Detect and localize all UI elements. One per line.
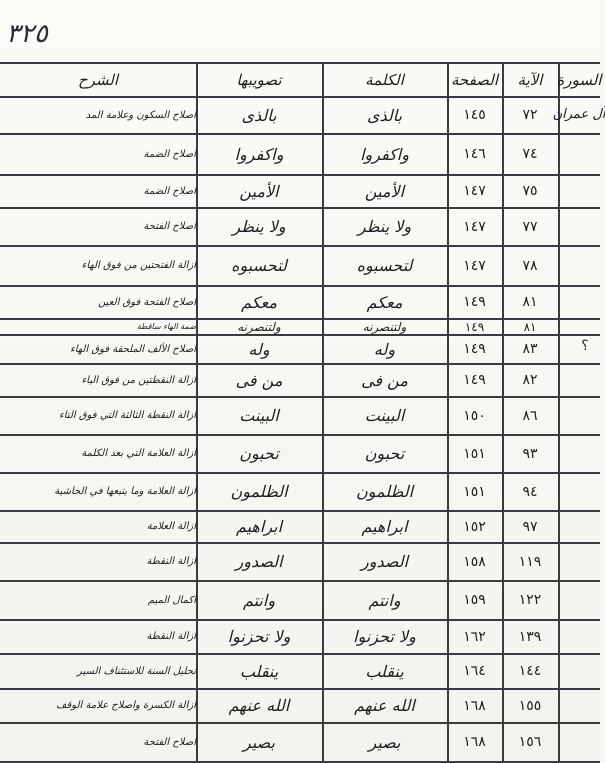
table-cell-note: ازالة النقطتين من فوق الياء — [81, 374, 196, 386]
table-cell-aya: ٩٧ — [522, 518, 538, 535]
table-cell-word: ولا ينظر — [357, 217, 412, 236]
table-cell-word: وله — [373, 339, 396, 359]
table-cell-note: اصلاح الضمة — [143, 185, 196, 197]
table-cell-word: ينقلب — [365, 661, 404, 681]
table-cell-page: ١٤٦ — [463, 146, 486, 162]
table-cell-note: اصلاح السكون وعلامة المد — [85, 109, 196, 121]
table-cell-correction: وانتم — [242, 590, 276, 610]
table-cell-note: ازالة النقطة — [146, 631, 196, 642]
table-cell-correction: وله — [248, 339, 270, 359]
table-cell-word: بصير — [368, 732, 401, 752]
header-page: الصفحة — [450, 71, 499, 89]
header-word: الكلمة — [365, 71, 404, 89]
table-cell-correction: بصير — [243, 732, 275, 752]
header-aya: الآية — [517, 71, 543, 89]
table-cell-correction: معكم — [241, 292, 277, 312]
table-cell-page: ١٥٨ — [463, 553, 486, 570]
table-cell-aya: ٧٨ — [522, 257, 538, 274]
table-cell-note: اصلاح الضمة — [143, 148, 196, 160]
table-cell-aya: ٩٣ — [522, 445, 538, 462]
table-cell-aya: ١٥٦ — [518, 734, 542, 750]
table-cell-page: ١٦٤ — [463, 663, 486, 679]
table-cell-correction: البينت — [239, 406, 279, 425]
table-cell-aya: ١٢٢ — [518, 592, 542, 608]
table-cell-page: ١٥٩ — [463, 592, 486, 608]
table-cell-correction: من فى — [235, 370, 283, 390]
table-cell-page: ١٥١ — [463, 445, 486, 462]
page-number-mark: ٣٢٥ — [6, 19, 48, 49]
table-cell-aya: ١٣٩ — [518, 628, 542, 645]
table-cell-correction: الصدور — [235, 552, 283, 571]
table-cell-note: اصلاح الفتحة فوق العين — [98, 296, 196, 308]
table-cell-note: ضمة الهاء ساقطة — [136, 322, 196, 331]
table-cell-correction: تحبون — [239, 444, 279, 463]
table-cell-correction: ولا ينظر — [232, 217, 286, 236]
table-cell-aya: ١١٩ — [518, 553, 542, 570]
table-cell-aya: ٨٢ — [522, 372, 538, 388]
table-cell-note: اكمال الميم — [147, 594, 196, 606]
table-cell-word: معكم — [366, 292, 403, 312]
table-cell-aya: ٨٣ — [522, 341, 538, 357]
table-cell-note: ازالة الكسرة واصلاح علامة الوقف — [56, 700, 196, 711]
table-cell-page: ١٤٩ — [464, 319, 485, 334]
table-cell-word: الصدور — [360, 552, 409, 571]
column-rule — [558, 62, 560, 761]
table-cell-note: ازالة العلامة وما يتبعها في الحاشية — [54, 486, 196, 497]
table-cell-aya: ١٤٤ — [518, 663, 542, 679]
header-sura: السورة — [556, 71, 602, 89]
table-cell-correction: لتحسبوه — [231, 256, 287, 275]
table-cell-page: ١٥٢ — [463, 518, 486, 535]
table-cell-correction: الأمين — [239, 181, 279, 201]
table-cell-word: ولا تحزنوا — [353, 627, 416, 646]
table-cell-page: ١٥٠ — [463, 407, 486, 424]
table-cell-word: بالذى — [366, 105, 403, 125]
table-cell-correction: واكفروا — [234, 144, 284, 164]
table-cell-word: تحبون — [364, 444, 405, 463]
table-cell-word: الأمين — [364, 181, 405, 201]
table-cell-aya: ٧٧ — [522, 218, 538, 235]
table-cell-correction: الظلمون — [230, 482, 288, 501]
table-cell-word: ولتنصرنه — [362, 319, 407, 334]
table-cell-correction: ينقلب — [239, 661, 279, 681]
table-cell-note: ازالة العلامة — [146, 521, 196, 532]
table-cell-word: من فى — [361, 370, 408, 390]
table-cell-note: ازالة الفتحتين من فوق الهاء — [81, 260, 196, 271]
table-cell-page: ١٤٩ — [463, 294, 486, 310]
table-cell-aya: ٧٤ — [522, 146, 538, 162]
table-cell-note: اصلاح الفتحة — [143, 736, 196, 748]
table-cell-correction: ولا تحزنوا — [227, 627, 291, 646]
table-cell-aya: ١٥٥ — [518, 697, 542, 714]
table-cell-aya: ٨٦ — [522, 407, 538, 424]
table-cell-page: ١٤٥ — [463, 107, 486, 123]
table-cell-aya: ٨١ — [523, 319, 537, 334]
table-cell-note: اصلاح الفتحة — [143, 221, 196, 232]
table-cell-page: ١٥١ — [463, 483, 486, 500]
table-cell-page: ١٤٩ — [463, 372, 486, 388]
table-cell-page: ١٤٩ — [463, 341, 486, 357]
sura-name: آل عمران — [552, 107, 605, 122]
table-cell-note: تحليل السنة للاستئناف السير — [77, 665, 196, 677]
table-cell-note: ازالة العلامة التي بعد الكلمة — [81, 448, 196, 459]
margin-mark: ؟ — [581, 338, 589, 354]
table-cell-page: ١٤٧ — [463, 218, 486, 235]
table-cell-word: الله عنهم — [354, 696, 415, 715]
table-cell-aya: ٩٤ — [522, 483, 538, 500]
table-cell-correction: بالذى — [241, 105, 277, 125]
table-cell-note: ازالة النقطة — [146, 556, 196, 567]
table-cell-word: ابراهيم — [361, 517, 408, 536]
table-cell-correction: ولتنصرنه — [237, 319, 281, 334]
table-cell-word: الظلمون — [356, 482, 414, 501]
table-cell-page: ١٦٨ — [463, 734, 486, 750]
table-cell-page: ١٤٧ — [463, 183, 486, 199]
table-cell-aya: ٧٢ — [522, 107, 538, 123]
table-cell-page: ١٦٢ — [463, 628, 486, 645]
table-cell-page: ١٤٧ — [463, 257, 486, 274]
table-cell-word: واكفروا — [360, 144, 409, 164]
row-rule — [0, 761, 600, 763]
table-cell-correction: ابراهيم — [235, 517, 283, 536]
table-cell-page: ١٦٨ — [463, 697, 486, 714]
table-cell-correction: الله عنهم — [228, 696, 290, 715]
table-cell-aya: ٨١ — [522, 294, 538, 310]
header-explanation: الشرح — [77, 71, 119, 89]
table-cell-note: ازالة النقطة الثالثة التي فوق التاء — [59, 410, 196, 421]
table-cell-word: وانتم — [368, 590, 401, 610]
table-cell-word: البينت — [364, 406, 405, 425]
table-cell-aya: ٧٥ — [522, 183, 538, 199]
header-correction: تصويبها — [236, 71, 282, 89]
table-cell-note: اصلاح الألف الملحقة فوق الهاء — [70, 343, 196, 355]
table-cell-word: لتحسبوه — [356, 256, 413, 275]
